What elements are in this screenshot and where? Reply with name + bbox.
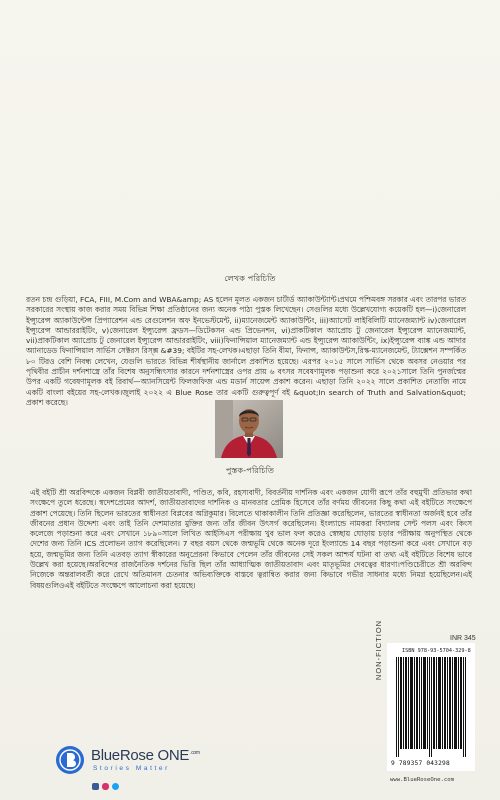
publisher-website: www.BlueRoseOne.com [390,777,454,783]
barcode-number: 9 789357 043298 [391,760,450,767]
publisher-name: BlueRose $ONE^{.com}$ [91,747,200,764]
bluerose-mark-icon [55,745,85,775]
isbn-label: ISBN 978-93-5704-329-8 [402,648,471,654]
author-photo [215,400,283,458]
social-icons [92,783,119,790]
publisher-domain-suffix: .com [190,750,200,756]
facebook-icon [92,783,99,790]
author-section-heading: লেখক পরিচিতি [224,274,276,283]
barcode-icon [396,657,468,757]
book-section-heading: পুস্তক-পরিচিতি [225,466,275,475]
twitter-icon [112,783,119,790]
instagram-icon [102,783,109,790]
book-description-text: এই বইটি শ্রী অরবিন্দকে একজন বিপ্লবী জাতীয়তাবাদী, পণ্ডিত, কবি, রহস্যবাদী, বিবর্তনীয় দার্শনিক এবং একজন যোগী রূপে তাঁর বহুমুখী প্রতিভার কথা সংক্ষেপে তুলে ধরেছে। স্বদেশপ্রেমের আদর্শ, জাতীয়তাবাদের দার্শনিক ও মানবতার প্রেমিক হিসেবে তাঁর বর্ণময় জীবনের কিছু কথা এই বইটিতে সংক্ষেপে প্রকাশ পেয়েছে। তিনি ছিলেন ভারতের স্বাধীনতা বিপ্লবের অগ্নিকুমার। বিলেতে থাকাকালীন তিনি প্রতিজ্ঞা করেছিলেন, ভারতের স্বাধীনতা অর্জনই হবে তাঁর জীবনের প্রধান উদ্দেশ্য এবং তাই তিনি দেশমাতার মুক্তির জন্য তাঁর জীবন উৎসর্গ করেছিলেন। ইংল্যান্ডে নামকরা বিদ্যালয় সেন্ট পলস এবং কিংস কলেজে পড়াশুনা করে এবং সেখানে ১৮৯০সালে লিখিত আইসিএস পরীক্ষায় খুব ভাল ফল করেও স্বেচ্ছায় ঘোড়ায় চড়ার পরীক্ষায় অনুপস্থিত থেকে দেশের জন্য তিনি ICS প্রলোভন ত্যাগ করেছিলেন। 7 বছর বয়স থেকে জন্মভূমি থেকে অনেক দূরে ইংল্যান্ডে 14 বছর পড়াশুনা করে এবং সেখানে বড় হয়ে, জন্মভূমির জন্য তিনি এতবড় ত্যাগ স্বীকারের অনুপ্রেরনা কিভাবে পেলেন তাঁর জীবনের সেই সকল আশ্চর্য ঘটনা বা তথ্য এই বইটিতে বিশেষ ভাবে উল্লেখ করা হয়েছে।অরবিন্দের রাজনৈতিক দর্শনের ভিত্তি ছিল তাঁর আধ্যাত্মিক জাতীয়তাবাদ এবং মাতৃভূমির দেবত্বের ধারণা।পণ্ডিচেরীতে শ্রী অরবিন্দ নিজেকে অন্তরালবর্তী করে রেখে অতিমানস চেতনার অভিব্যক্তিকে বাস্তবে ত্বরান্বিত করার জন্য কিভাবে গভীর সাধনার মধ্যে নিমগ্ন হয়েছিলেন।এই বিষয়গুলিওএই বইটিতে সংক্ষেপে আলোচনা করা হয়েছে। [30,488,472,590]
genre-label: NON-FICTION [374,619,383,681]
price-label: INR 345 [450,635,476,642]
publisher-tagline: Stories Matter [93,765,170,772]
author-bio-text: রতন চন্দ্র গুড়িয়া, FCA, FIII, M.Com and WBA&amp; AS হলেন মূলত একজন চার্টার্ড অ্যাকাউন্ট্যান্ট।প্রথমে পশ্চিমবঙ্গ সরকার এবং তারপর ভারত সরকারের সংস্থায় কাজ করার সময় বিভিন্ন শিক্ষা প্রতিষ্ঠানের জন্য অনেক পাঠ্য পুস্তক লিখেছেন। সেগুলির মধ্যে উল্লেখযোগ্য কয়েকটি হল—i)জেনারেল ইন্স্যুরেন্স অ্যাকাউন্টেন্স প্রিপ্যারেশন এন্ড রেগুলেশন অফ ইনভেস্টমেন্ট, ii)ম্যানেজমেন্ট অ্যাকাউন্টিং, iii)অ্যাসেট লাইবিলিটি ম্যানেজম্যান্ট iv)জেনারেল ইন্স্যুরেন্স আন্ডাররাইটিং, v)জেনারেল ইন্স্যুরেন্স ফ্রডস—ডিটেকসন এন্ড প্রিভেনশন, vi)প্রাকটিকাল অ্যাপ্রোচ টু জেনারেল ইন্স্যুরেন্স ম্যানেজম্যান্ট, vii)প্রাকটিকাল অ্যাপ্রোচ টু জেনারেল ইন্স্যুরেন্স আন্ডাররাইটিং, viii)ফিনান্সিয়াল ম্যানেজম্যান্ট এন্ড ইন্স্যুরেন্স অ্যাকাউন্টিং, ix)ইন্স্যুরেন্স ব্যাঙ্ক এন্ড আদার অ্যানাডেড ফিনান্সিয়াল সার্ভিস সেক্টরস রিস্ক্স &#39; বইটির সহ-লেখক।এছাড়া তিনি বীমা, ফিনান্স, অ্যাকাউন্টস,রিস্ক-ম্যানেজমেন্ট, ট্যাক্সেশন সম্পর্কিত ৮০ টিরও বেশি নিবন্ধ লেখেন, যেগুলি ভারতে বিভিন্ন শীর্ষস্থানীয় জার্নালে প্রকাশিত হয়েছে। এরপর ২০১৫ সালে সার্ভিস থেকে অবসর নেওয়ার পর পৃথিবীর প্রাচীন দর্শনশাস্ত্রে তাঁর বিশেষ অনুসন্ধিৎসার কারনে দর্শনশাস্ত্রের ওপর প্রায় ৬ বৎসর সবেষণামূলক পড়াশুনা করে ২০২১সালে তিনি পুনর্জন্মের উপর একটি গবেষণামূলক বই রিবার্থ—অ্যানসিয়েন্ট ফিলজফিজ এন্ড মডার্ন সায়েন্স প্রকাশ করেন। এছাড়া তিনি ২০২২ সালে প্রকাশিত নেতাজি নামে একটি বাংলা বইয়ের সহ-লেখক।জুলাই ২০২২ এ Blue Rose তার একটি গুরুত্বপূর্ণ বই &quot;In search of Truth and Salvation&quot; প্রকাশ করেছে। [26,295,466,407]
publisher-logo [55,745,205,775]
